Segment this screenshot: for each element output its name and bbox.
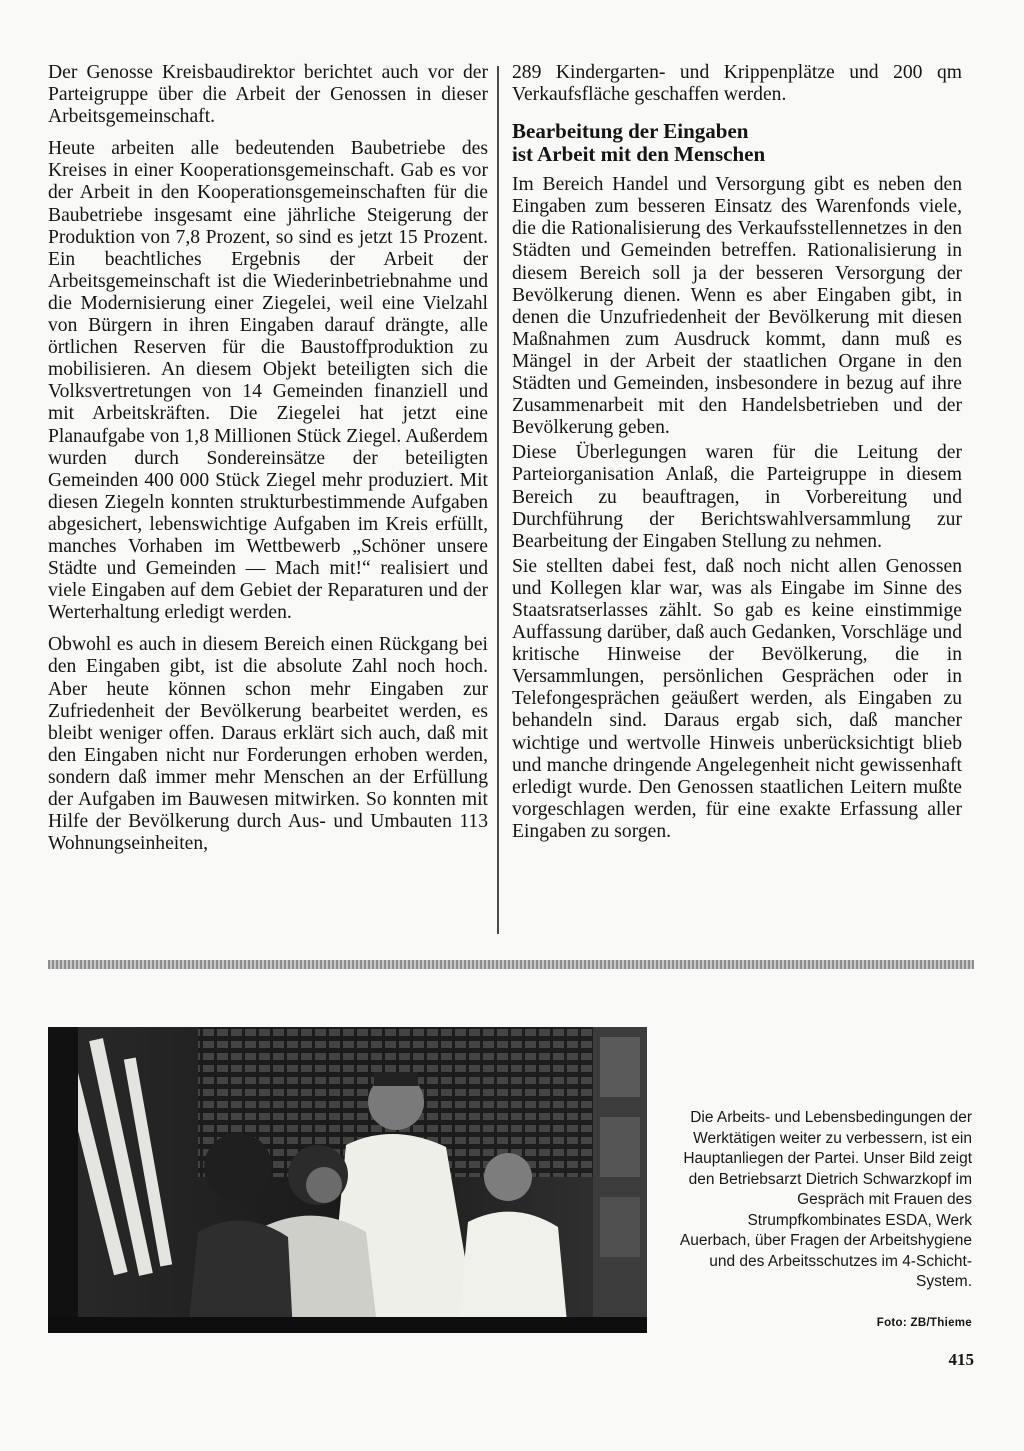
photo-credit: Foto: ZB/Thieme <box>876 1317 972 1329</box>
section-heading-line-1: Bearbeitung der Eingaben <box>512 119 749 144</box>
column-divider <box>497 66 499 934</box>
photo-illustration <box>48 1027 647 1333</box>
left-paragraph-1: Der Genosse Kreisbaudirektor berichtet auch vor der Parteigruppe über die Arbeit der Genossen in dieser Arbeitsgemeinschaft. <box>48 62 488 128</box>
left-paragraph-2: Heute arbeiten alle bedeutenden Baubetriebe des Kreises in einer Kooperationsgemeinschaft. Gab es vor der Arbeit in den Kooperationsgemeinschaften für die Baubetriebe insgesamt eine jährliche Steigerung der Produktion von 7,8 Prozent, so sind es jetzt 15 Prozent. Ein beachtliches Ergebnis der Arbeit der Arbeitsgemeinschaft ist die Wiederinbetriebnahme und die Modernisierung einer Ziegelei, weil eine Vielzahl von Bürgern in ihren Eingaben darauf drängte, alle örtlichen Reserven für die Baustoffproduktion zu mobilisieren. An diesem Objekt beteiligten sich die Volksvertretungen von 14 Gemeinden finanziell und mit Arbeitskräften. Die Ziegelei hat jetzt eine Planaufgabe von 1,8 Millionen Stück Ziegel. Außerdem wurden durch Sondereinsätze der beteiligten Gemeinden 400 000 Stück Ziegel mehr produziert. Mit diesen Ziegeln konnten strukturbestimmende Aufgaben abgesichert, lebenswichtige Aufgaben im Kreis erfüllt, manches Vorhaben im Wettbewerb „Schöner unsere Städte und Gemeinden — Mach mit!“ realisiert und viele Eingaben auf dem Gebiet der Reparaturen und der Werterhaltung erledigt werden. <box>48 138 488 624</box>
right-column <box>512 62 962 843</box>
section-heading <box>512 120 962 166</box>
factory-photo <box>48 1027 647 1333</box>
left-column <box>48 62 488 855</box>
section-heading-line-2: ist Arbeit mit den Menschen <box>512 142 766 167</box>
left-paragraph-3: Obwohl es auch in diesem Bereich einen Rückgang bei den Eingaben gibt, ist die absolute Zahl noch hoch. Aber heute können schon mehr Eingaben zur Zufriedenheit der Bevölkerung bearbeitet werden, es bleibt weniger offen. Daraus erklärt sich auch, daß mit den Eingaben nicht nur Forderungen erhoben werden, sondern daß immer mehr Menschen an der Erfüllung der Aufgaben im Bauwesen mitwirken. So konnten mit Hilfe der Bevölkerung durch Aus- und Umbauten 113 Wohnungseinheiten, <box>48 634 488 855</box>
right-paragraph-3: Sie stellten dabei fest, daß noch nicht allen Genossen und Kollegen klar war, was als Eingabe im Sinne des Staatsratserlasses zählt. So gab es keine einstimmige Auffassung darüber, daß auch Gedanken, Vorschläge und kritische Hinweise der Bevölkerung, die in Versammlungen, persönlichen Gesprächen oder in Telefongesprächen geäußert werden, als Eingaben zu behandeln sind. Daraus ergab sich, daß mancher wichtige und wertvolle Hinweis unberücksichtigt blieb und manche dringende Angelegenheit nicht gewissenhaft erledigt wurde. Den Genossen staatlichen Leitern mußte vorgeschlagen werden, für eine exakte Erfassung aller Eingaben zu sorgen. <box>512 555 962 842</box>
right-continuation: 289 Kindergarten- und Krippenplätze und 200 qm Verkaufsfläche geschaffen werden. <box>512 62 962 106</box>
photo-caption: Die Arbeits- und Lebensbedingungen der Werktätigen weiter zu verbessern, ist ein Hauptanliegen der Partei. Unser Bild zeigt den Betriebsarzt Dietrich Schwarzkopf im Gespräch mit Frauen des Strumpfkombinates ESDA, Werk Auerbach, über Fragen der Arbeitshygiene und des Arbeitsschutzes im 4-Schicht-System. <box>679 1109 972 1290</box>
right-paragraph-2: Diese Überlegungen waren für die Leitung der Parteiorganisation Anlaß, die Parteigruppe in diesem Bereich zu beauftragen, in Vorbereitung und Durchführung der Berichtswahlversammlung zur Bearbeitung der Eingaben Stellung zu nehmen. <box>512 442 962 552</box>
section-divider-rule <box>48 960 974 969</box>
page-number: 415 <box>948 1350 974 1369</box>
right-paragraph-1: Im Bereich Handel und Versorgung gibt es neben den Eingaben zum besseren Einsatz des Warenfonds viele, die die Rationalisierung des Verkaufsstellennetzes in den Städten und Gemeinden betreffen. Rationalisierung in diesem Bereich soll ja der besseren Versorgung der Bevölkerung dienen. Wenn es aber Eingaben gibt, in denen die Unzufriedenheit der Bevölkerung mit diesen Maßnahmen zum Ausdruck kommt, dann muß es Mängel in der Arbeit der staatlichen Organe in den Städten und Gemeinden, insbesondere in bezug auf ihre Zusammenarbeit mit den Handelsbetrieben und der Bevölkerung geben. <box>512 174 962 439</box>
